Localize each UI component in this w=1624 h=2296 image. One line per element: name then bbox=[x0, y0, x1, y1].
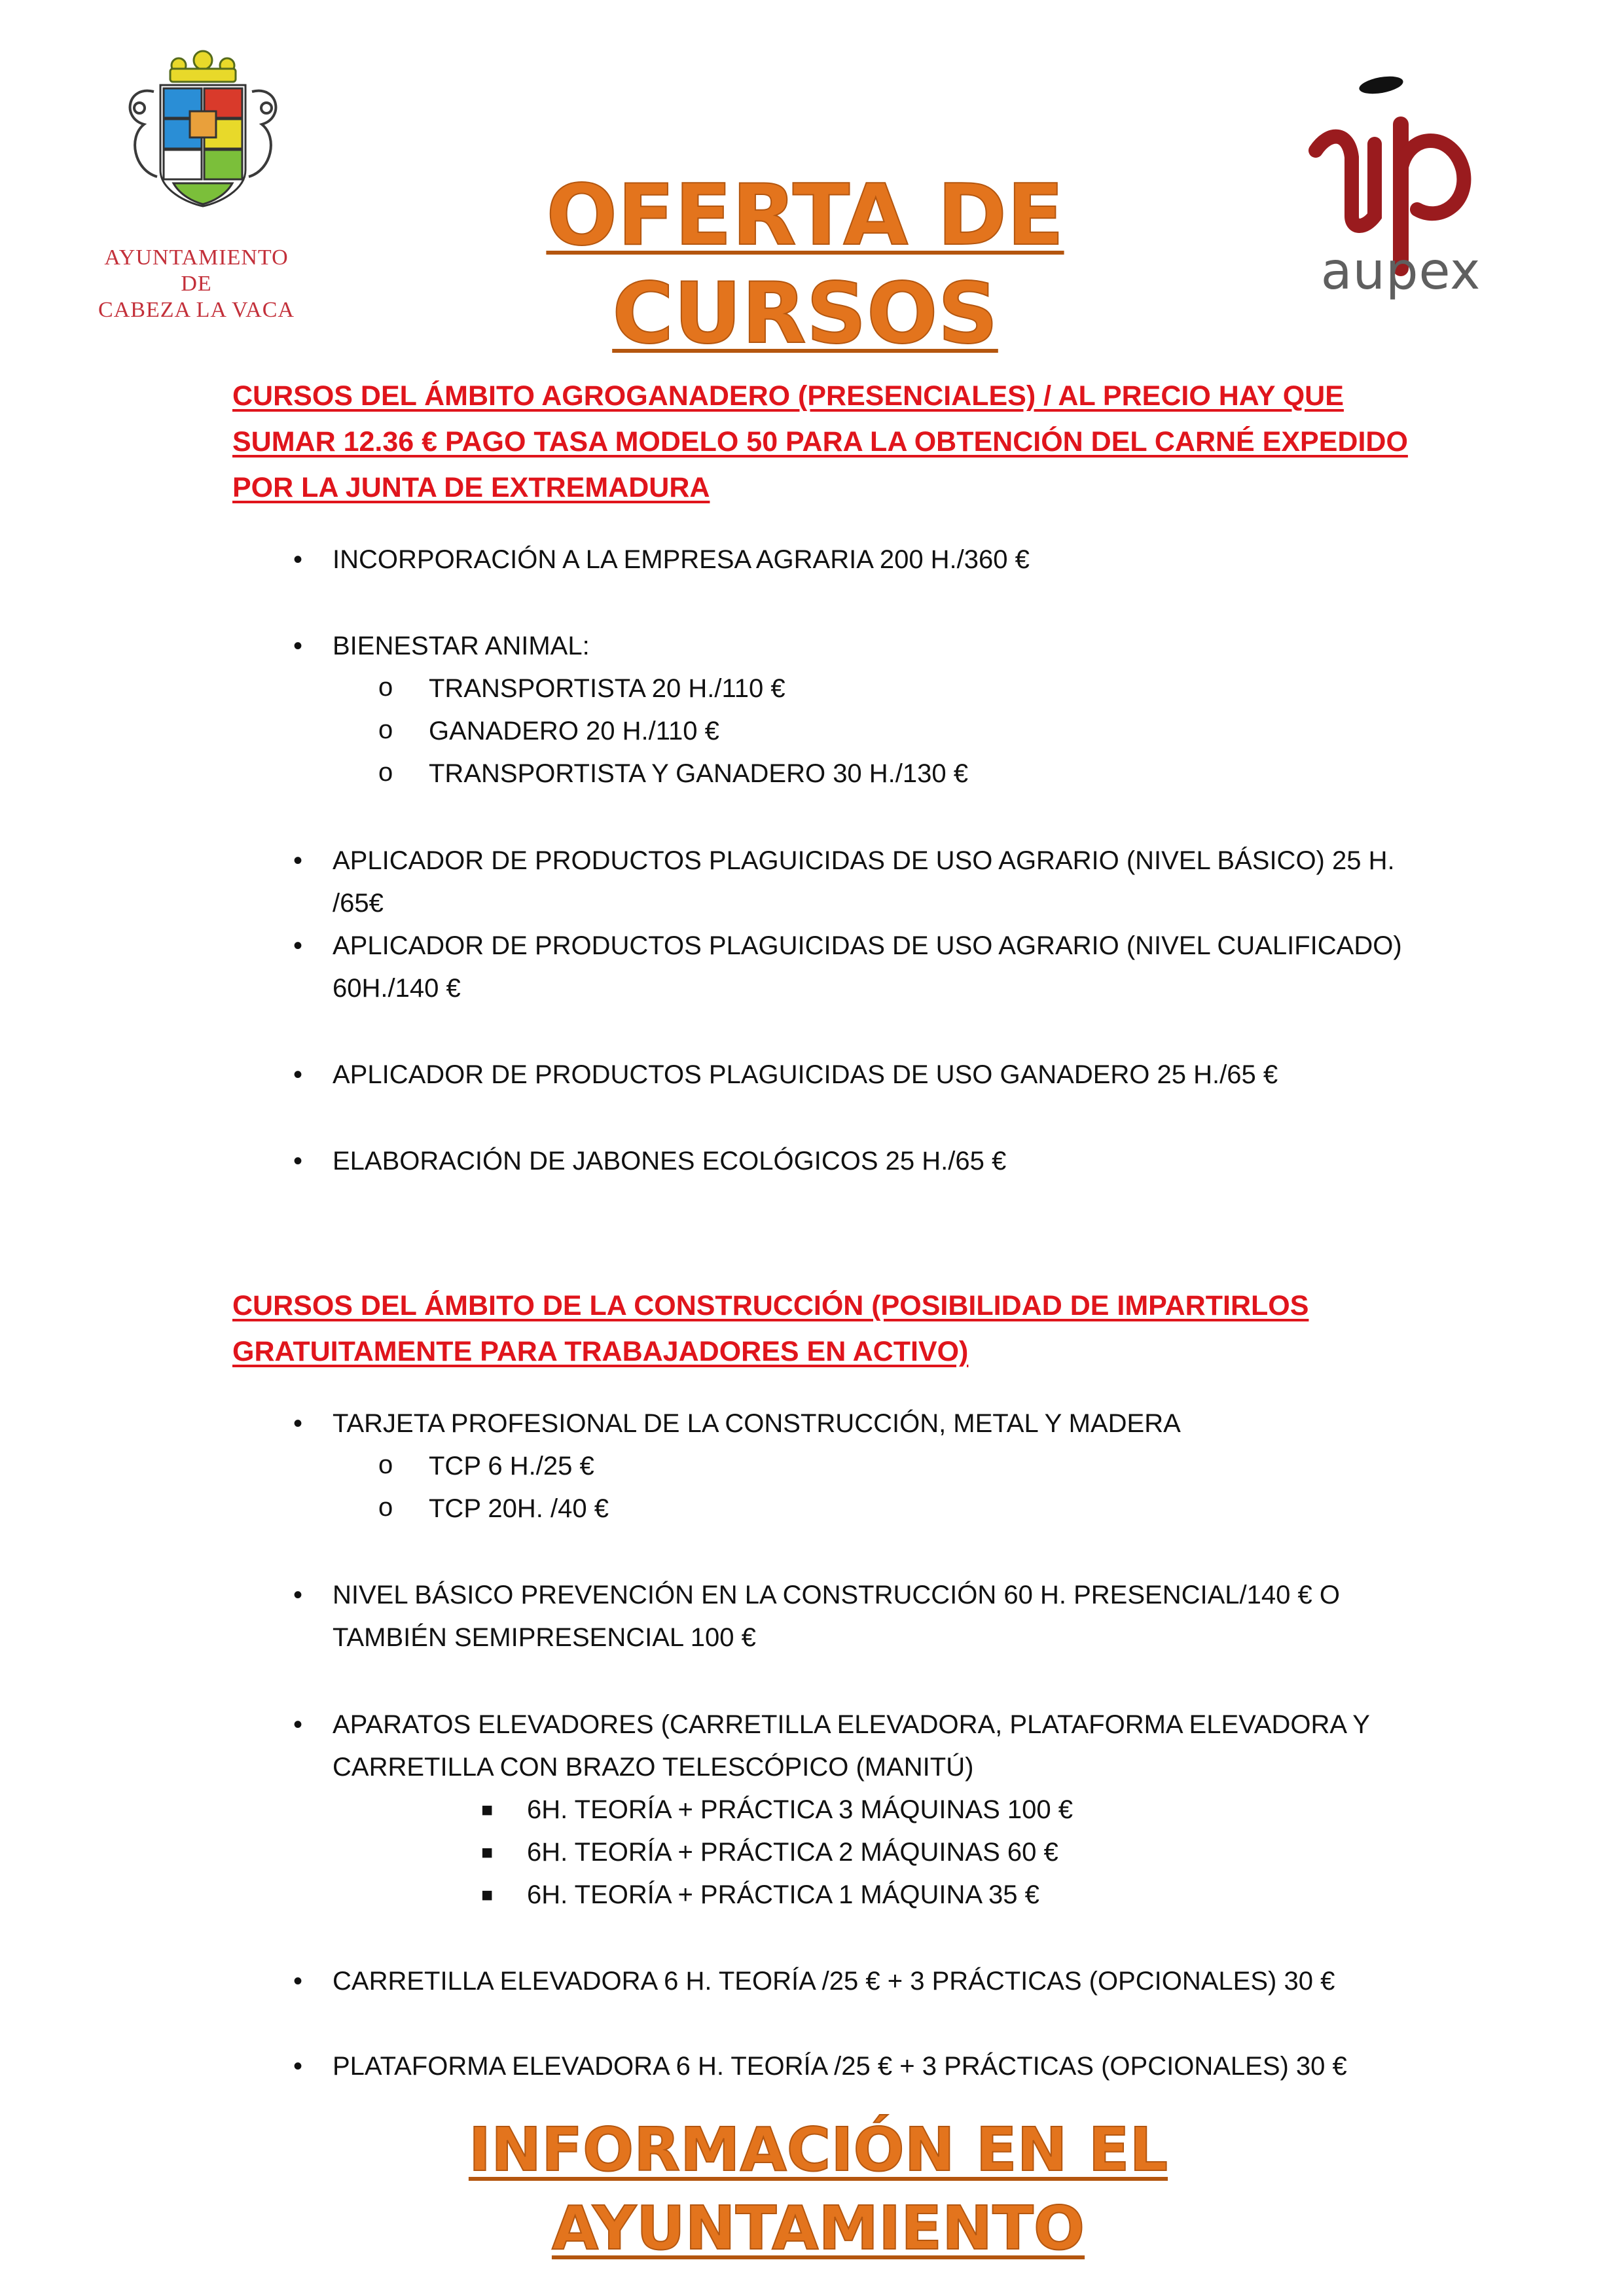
square-bullet-icon: ■ bbox=[481, 1799, 494, 1821]
sub-list-item bbox=[378, 1445, 1411, 1488]
list-item-text: APLICADOR DE PRODUCTOS PLAGUICIDAS DE USO GANADERO 25 H./65 € bbox=[333, 1060, 1278, 1089]
aupex-logo-text: aupex bbox=[1320, 242, 1481, 301]
list-item-text: CARRETILLA ELEVADORA 6 H. TEORÍA /25 € + 3 PRÁCTICAS (OPCIONALES) 30 € bbox=[333, 1967, 1335, 1996]
sub-list-item-text: TCP 6 H./25 € bbox=[429, 1452, 594, 1480]
list-item bbox=[293, 1140, 1432, 1183]
town-name bbox=[72, 245, 321, 323]
list-item bbox=[293, 625, 1432, 668]
bullet-dot-icon: • bbox=[293, 1581, 303, 1609]
section-title-construccion: CURSOS DEL ÁMBITO DE LA CONSTRUCCIÓN (POSIBILIDAD DE IMPARTIRLOS GRATUITAMENTE PARA TRABAJADORES EN ACTIVO) bbox=[232, 1290, 1309, 1367]
sub-list-item-text: GANADERO 20 H./110 € bbox=[429, 717, 719, 745]
list-item-text: APLICADOR DE PRODUCTOS PLAGUICIDAS DE USO AGRARIO (NIVEL CUALIFICADO) 60H./140 € bbox=[333, 931, 1402, 1003]
bullet-dot-icon: • bbox=[293, 1147, 303, 1175]
circle-bullet-icon: o bbox=[378, 1450, 393, 1479]
sub-sub-list-item bbox=[481, 1874, 1378, 1916]
list-item-text: NIVEL BÁSICO PREVENCIÓN EN LA CONSTRUCCIÓN 60 H. PRESENCIAL/140 € O TAMBIÉN SEMIPRESENCIAL 100 € bbox=[333, 1581, 1340, 1652]
sub-sub-list-item-text: 6H. TEORÍA + PRÁCTICA 3 MÁQUINAS 100 € bbox=[527, 1795, 1074, 1824]
circle-bullet-icon: o bbox=[378, 1493, 393, 1522]
sub-sub-list-item-text: 6H. TEORÍA + PRÁCTICA 1 MÁQUINA 35 € bbox=[527, 1880, 1039, 1909]
sub-list-item bbox=[378, 710, 1411, 753]
list-item-text: APARATOS ELEVADORES (CARRETILLA ELEVADORA, PLATAFORMA ELEVADORA Y CARRETILLA CON BRAZO TELESCÓPICO (MANITÚ) bbox=[333, 1710, 1370, 1782]
town-name-line: CABEZA LA VACA bbox=[98, 298, 295, 322]
list-item-text: PLATAFORMA ELEVADORA 6 H. TEORÍA /25 € + 3 PRÁCTICAS (OPCIONALES) 30 € bbox=[333, 2052, 1347, 2081]
square-bullet-icon: ■ bbox=[481, 1842, 494, 1863]
list-item bbox=[293, 2045, 1432, 2088]
sub-list-item bbox=[378, 1488, 1411, 1530]
bullet-dot-icon: • bbox=[293, 1967, 303, 1996]
sub-list-item bbox=[378, 668, 1411, 710]
town-name-line: DE bbox=[181, 272, 212, 296]
sub-sub-list-item bbox=[481, 1789, 1378, 1831]
square-bullet-icon: ■ bbox=[481, 1884, 494, 1906]
list-item-text: BIENESTAR ANIMAL: bbox=[333, 632, 590, 660]
list-item-text: TARJETA PROFESIONAL DE LA CONSTRUCCIÓN, METAL Y MADERA bbox=[333, 1409, 1181, 1438]
list-item bbox=[293, 1704, 1432, 1789]
list-item-text: INCORPORACIÓN A LA EMPRESA AGRARIA 200 H./360 € bbox=[333, 545, 1030, 574]
bullet-dot-icon: • bbox=[293, 545, 303, 574]
list-item bbox=[293, 925, 1432, 1010]
list-item bbox=[293, 840, 1432, 925]
list-item bbox=[293, 539, 1432, 581]
list-item bbox=[293, 1960, 1432, 2003]
sub-list-item-text: TRANSPORTISTA 20 H./110 € bbox=[429, 674, 785, 703]
bullet-dot-icon: • bbox=[293, 632, 303, 660]
sub-sub-list-item bbox=[481, 1831, 1378, 1874]
sub-sub-list-item-text: 6H. TEORÍA + PRÁCTICA 2 MÁQUINAS 60 € bbox=[527, 1838, 1058, 1867]
footer-info-title: INFORMACIÓN EN EL AYUNTAMIENTO bbox=[468, 2115, 1168, 2263]
bullet-dot-icon: • bbox=[293, 2052, 303, 2081]
circle-bullet-icon: o bbox=[378, 673, 393, 702]
section-title-agro: CURSOS DEL ÁMBITO AGROGANADERO (PRESENCIALES) / AL PRECIO HAY QUE SUMAR 12.36 € PAGO TASA MODELO 50 PARA LA OBTENCIÓN DEL CARNÉ EXPEDIDO POR LA JUNTA DE EXTREMADURA bbox=[232, 380, 1408, 503]
town-name-line: AYUNTAMIENTO bbox=[104, 245, 289, 270]
page-title: OFERTA DE CURSOS bbox=[546, 167, 1064, 363]
list-item bbox=[293, 1403, 1432, 1445]
sub-list-item-text: TCP 20H. /40 € bbox=[429, 1494, 609, 1523]
circle-bullet-icon: o bbox=[378, 715, 393, 744]
bullet-dot-icon: • bbox=[293, 1060, 303, 1089]
list-item-text: APLICADOR DE PRODUCTOS PLAGUICIDAS DE USO AGRARIO (NIVEL BÁSICO) 25 H. /65€ bbox=[333, 846, 1395, 918]
circle-bullet-icon: o bbox=[378, 758, 393, 787]
bullet-dot-icon: • bbox=[293, 846, 303, 875]
bullet-dot-icon: • bbox=[293, 1710, 303, 1739]
sub-list-item-text: TRANSPORTISTA Y GANADERO 30 H./130 € bbox=[429, 759, 969, 788]
list-item bbox=[293, 1574, 1432, 1659]
coat-of-arms-icon bbox=[108, 46, 298, 209]
bullet-dot-icon: • bbox=[293, 931, 303, 960]
sub-list-item bbox=[378, 753, 1411, 795]
bullet-dot-icon: • bbox=[293, 1409, 303, 1438]
list-item-text: ELABORACIÓN DE JABONES ECOLÓGICOS 25 H./65 € bbox=[333, 1147, 1007, 1175]
list-item bbox=[293, 1054, 1432, 1096]
